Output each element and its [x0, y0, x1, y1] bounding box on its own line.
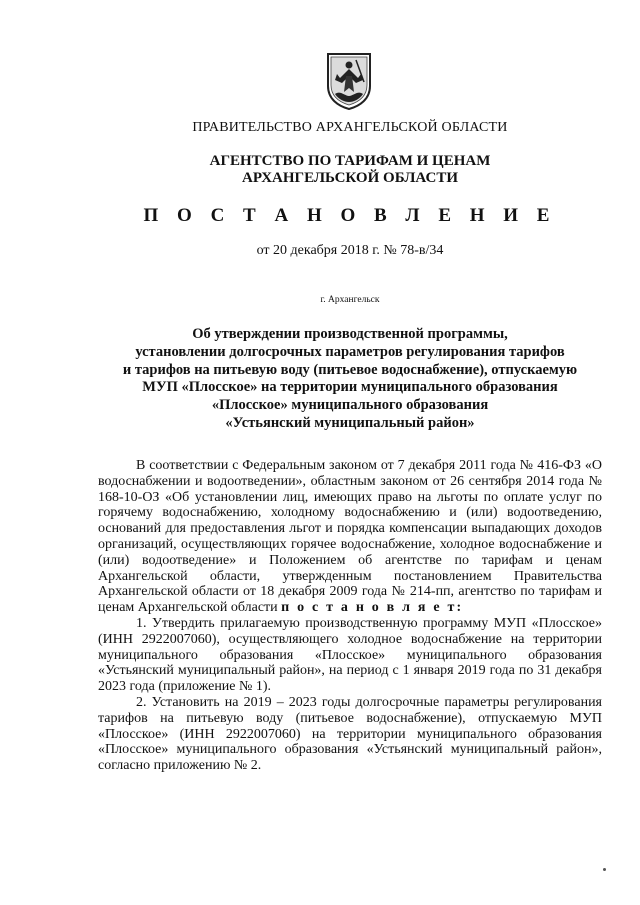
subject-line: Об утверждении производственной программы,: [192, 326, 508, 342]
document-type: П О С Т А Н О В Л Е Н И Е: [143, 205, 557, 226]
preamble-text: В соответствии с Федеральным законом от 7 декабря 2011 года № 416-ФЗ «О водоснабжении и водоотведении», областным законом от 26 сентября 2014 года № 168-10-ОЗ «Об установлении лиц, имеющих право на льготы по оплате услуг по горячему водоснабжению, холодному водоснабжению и (или) водоотведению, оснований для предоставления льгот и порядка компенсации выпадающих доходов организаций, осуществляющих горячее водоснабжение, холодное водоснабжение и (или) водоотведение» и Положением об агентстве по тарифам и ценам Архангельской области, утвержденным постановлением Правительства Архангельской области от 18 декабря 2009 года № 214-пп, агентство по тарифам и ценам Архангельской области: [98, 458, 602, 616]
subject-line: «Устьянский муниципальный район»: [225, 414, 475, 431]
agency-title-line2: АРХАНГЕЛЬСКОЙ ОБЛАСТИ: [242, 170, 458, 186]
item-2-paragraph: 2. Установить на 2019 – 2023 годы долгосрочные параметры регулирования тарифов на питьевую воду (питьевое водоснабжение), отпускаемую МУП «Плосское» (ИНН 2922007060) на территории муниципального образования «Плосское» муниципального образования «Устьянский муниципальный район», согласно приложению № 2.: [98, 694, 602, 774]
subject-line: МУП «Плосское» на территории муниципального образования: [142, 379, 558, 396]
resolves-word: п о с т а н о в л я е т:: [281, 600, 464, 616]
government-title: ПРАВИТЕЛЬСТВО АРХАНГЕЛЬСКОЙ ОБЛАСТИ: [192, 120, 508, 135]
preamble-paragraph: [98, 458, 602, 616]
subject-line: установлении долгосрочных параметров регулирования тарифов: [135, 343, 565, 360]
agency-title-line1: АГЕНТСТВО ПО ТАРИФАМ И ЦЕНАМ: [209, 153, 491, 169]
coat-of-arms-icon: [326, 52, 372, 110]
scan-mark: [603, 868, 606, 871]
item-1-paragraph: 1. Утвердить прилагаемую производственную программу МУП «Плосское» (ИНН 2922007060), осуществляющего холодное водоснабжение на территории муниципального образования «Плосское» муниципального образования «Устьянский муниципальный район», на период с 1 января 2019 года по 31 декабря 2023 года (приложение № 1).: [98, 615, 602, 695]
city-label: г. Архангельск: [320, 295, 380, 305]
subject-line: «Плосское» муниципального образования: [211, 397, 489, 414]
decree-body: [98, 458, 602, 774]
subject-line: и тарифов на питьевую воду (питьевое водоснабжение), отпускаемую: [122, 361, 578, 378]
agency-title: [60, 153, 640, 187]
date-and-number: от 20 декабря 2018 г. № 78-в/34: [256, 243, 444, 258]
decree-subject: [60, 326, 640, 433]
